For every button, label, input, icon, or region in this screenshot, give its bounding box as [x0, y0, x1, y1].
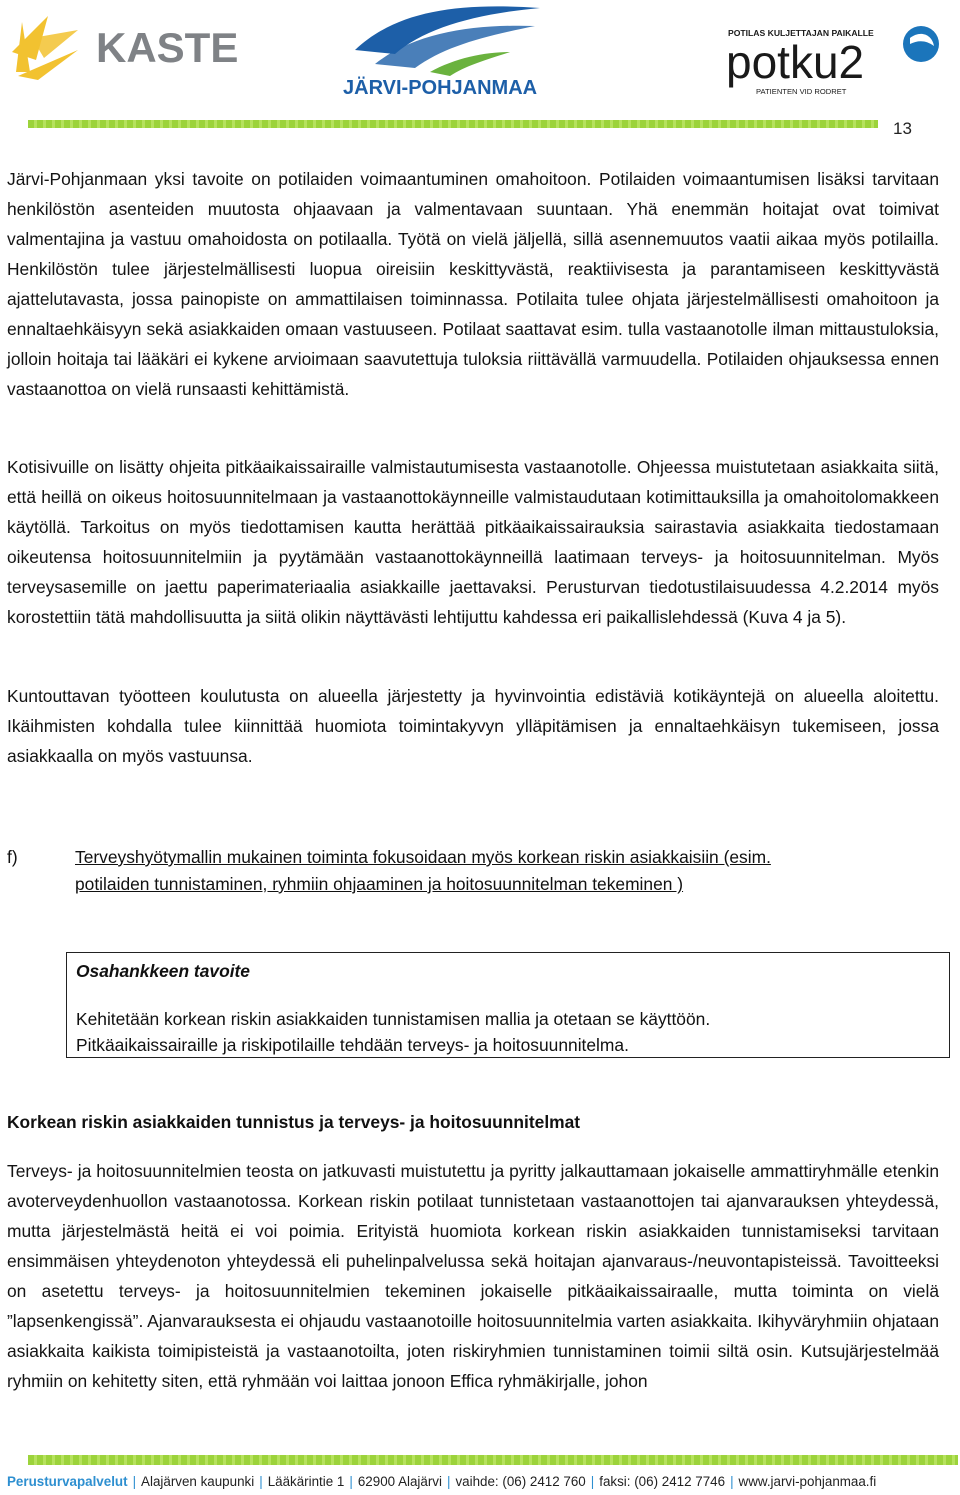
paragraph-empowerment: Järvi-Pohjanmaan yksi tavoite on potilaiden voimaantuminen omahoitoon. Potilaiden voimaantumisen lisäksi tarvitaan henkilöstön asenteiden muutosta ohjaavaan ja valmentavaan suuntaan. Yhä enemmän hoitajat ovat toimivat valmentajina ja vastuu omahoidosta on potilaalla. Työtä on vielä jäljellä, sillä asennemuutos vaatii aikaa myös potilailla. Henkilöstön tulee järjestelmällisesti luopua oireisiin keskittyvästä, reaktiivisesta ja parantamiseen keskittyvästä ajattelutavasta, jossa painopiste on ammattilaisen toiminnassa. Potilaita tulee ohjata järjestelmällisesti omahoitoon ja ennaltaehkäisyyn sekä asiakkaiden omaan vastuuseen. Potilaat saattavat esim. tulla vastaanotolle ilman mittaustuloksia, jolloin hoitaja tai lääkäri ei kykene arvioimaan saavutettuja tuloksia riittävällä varmuudella. Potilaiden ohjauksessa ennen vastaanottoa on vielä runsaasti kehittämistä. [7, 169, 939, 399]
list-item-line-2: potilaiden tunnistaminen, ryhmiin ohjaaminen ja hoitosuunnitelman tekeminen ) [75, 874, 684, 894]
paragraph-rehabilitation: Kuntouttavan työotteen koulutusta on alueella järjestetty ja hyvinvointia edistäviä kotikäyntejä on alueella aloitettu. Ikäihmisten kohdalla tulee kiinnittää huomiota toimintakyvyn ylläpitämisen ja ennaltaehkäisyn tukemiseen, jossa asiakkaalla on myös vastuunsa. [7, 686, 939, 766]
potku-circle-icon [903, 26, 939, 62]
header-rule [28, 120, 878, 128]
list-marker: f) [7, 847, 18, 867]
page-header [0, 0, 960, 140]
paragraph-homepage-instructions: Kotisivuille on lisätty ohjeita pitkäaikaissairaille valmistautumisesta vastaanotolle. Ohjeessa muistutetaan asiakkaita siitä, että heillä on oikeus hoitosuunnitelmaan ja vastaanottokäynneille valmistaudutaan kotimittauksilla ja omahoitolomakkeen käytöllä. Tarkoitus on myös tiedottamisen kautta herättää pitkäaikaissairauksia sairastavia asiakkaita tiedostamaan oikeutensa hoitosuunnitelmiin ja pyytämään vastaanottokäynneillä laatimaan terveys- ja hoitosuunnitelman. Myös terveysasemille on jaettu paperimateriaalia asiakkaille jaettavaksi. Perusturvan tiedotustilaisuudessa 4.2.2014 myös korostettiin tätä mahdollisuutta ja siitä olikin näyttävästi lehtijuttu kahdessa eri paikallislehdessä (Kuva 4 ja 5). [7, 457, 939, 627]
page-footer: Perusturvapalvelut | Alajärven kaupunki | Lääkärintie 1 | 62900 Alajärvi | vaihde: (06) 2412 760 | faksi: (06) 2412 7746 | www.jarvi-pohjanmaa.fi [7, 1474, 877, 1489]
goal-box-title: Osahankkeen tavoite [76, 961, 250, 981]
footer-item: 62900 Alajärvi [357, 1474, 442, 1489]
footer-item: Lääkärintie 1 [267, 1474, 345, 1489]
goal-box [66, 952, 950, 1058]
kaste-logo [8, 10, 248, 85]
page-number: 13 [893, 119, 912, 138]
jarvi-pohjanmaa-text: JÄRVI-POHJANMAA [343, 77, 538, 99]
kaste-sun-icon [12, 16, 78, 80]
waves-icon [355, 6, 540, 76]
potku-main-text: potku2 [726, 36, 865, 88]
potku-subtext: PATIENTEN VID RODRET [756, 87, 847, 96]
footer-item: faksi: (06) 2412 7746 [599, 1474, 726, 1489]
potku2-logo [724, 22, 944, 100]
goal-box-line-1: Kehitetään korkean riskin asiakkaiden tunnistamisen mallia ja otetaan se käyttöön. [76, 1009, 711, 1029]
footer-org: Perusturvapalvelut [7, 1474, 128, 1489]
footer-rule [28, 1455, 958, 1465]
jarvi-pohjanmaa-logo [335, 2, 555, 102]
list-item-line-1: Terveyshyötymallin mukainen toiminta fokusoidaan myös korkean riskin asiakkaisiin (esim. [75, 847, 771, 867]
paragraph-care-plans: Terveys- ja hoitosuunnitelmien teosta on jatkuvasti muistutettu ja pyritty jalkauttamaan jokaiselle ammattiryhmälle etenkin avoterveydenhuollon vastaanotossa. Korkean riskin potilaat tunnistetaan vastaanottojen tai ajanvarauksen yhteydessä, mutta järjestelmästä heitä ei voi poimia. Erityistä huomiota korkean riskin asiakkaiden tunnistamiseksi tarvitaan ensimmäisen yhteydenoton yhteydessä eli puhelinpalvelussa sekä hoitajan ajanvaraus-/neuvontapisteissä. Tavoitteeksi on asetettu terveys- ja hoitosuunnitelmien tekeminen jokaiselle pitkäaikaissairaalle, mutta toiminta on vielä ”lapsenkengissä”. Ajanvarauksesta ei ohjaudu vastaanotoille hoitosuunnitelmia varten asiakkaita. Ikihyväryhmiin ohjataan asiakkaita kaikista toimipisteistä ja vastaanotoilta, joten riskiryhmien tunnistaminen toimii siltä osin. Kutsujärjestelmää ryhmiin on kehitetty siten, että ryhmään voi laittaa jonoon Effica ryhmäkirjalle, johon [7, 1161, 939, 1391]
potku-tagline: POTILAS KULJETTAJAN PAIKALLE [728, 28, 874, 38]
footer-link[interactable]: www.jarvi-pohjanmaa.fi [738, 1474, 877, 1489]
list-item-text [75, 844, 875, 898]
footer-item: vaihde: (06) 2412 760 [455, 1474, 586, 1489]
section-heading: Korkean riskin asiakkaiden tunnistus ja terveys- ja hoitosuunnitelmat [7, 1112, 581, 1132]
goal-box-line-2: Pitkäaikaissairaille ja riskipotilaille tehdään terveys- ja hoitosuunnitelma. [76, 1035, 629, 1055]
footer-item: Alajärven kaupunki [141, 1474, 255, 1489]
kaste-logo-text: KASTE [96, 24, 239, 71]
